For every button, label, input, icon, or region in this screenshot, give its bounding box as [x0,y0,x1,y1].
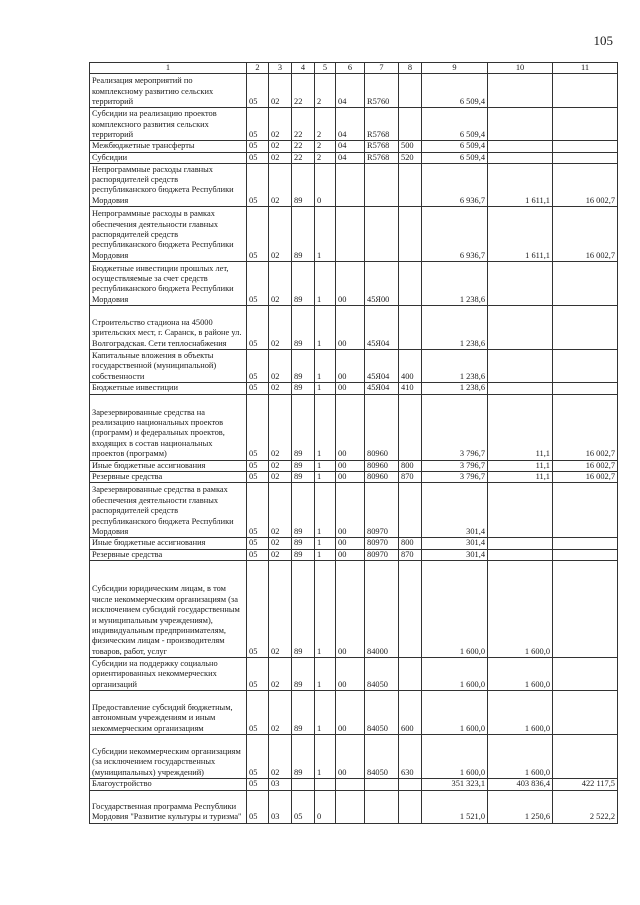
table-header-row [90,63,618,74]
cell-c11: 16 002,7 [553,164,618,207]
cell-c7: 80970 [365,538,399,549]
row-name-cell: Иные бюджетные ассигнования [90,538,247,549]
cell-c11 [553,262,618,306]
cell-c6: 04 [336,141,365,152]
cell-c4: 89 [292,483,315,538]
cell-c10: 1 611,1 [488,164,553,207]
cell-c6: 00 [336,306,365,350]
table-row [90,691,618,735]
cell-c8: 800 [399,538,422,549]
cell-c9: 6 509,4 [422,152,488,163]
cell-c2: 05 [247,141,269,152]
cell-c9: 1 600,0 [422,561,488,658]
row-name-cell: Субсидии некоммерческим организациям (за исключением государственных (муниципальных) учреждений) [90,735,247,779]
table-row [90,790,618,823]
cell-c11 [553,735,618,779]
cell-c11 [553,74,618,108]
row-name-cell: Бюджетные инвестиции [90,383,247,394]
cell-c10 [488,350,553,383]
cell-c7: 45Я04 [365,350,399,383]
cell-c11: 16 002,7 [553,394,618,460]
cell-c8: 870 [399,472,422,483]
table-row [90,779,618,790]
cell-c11: 422 117,5 [553,779,618,790]
cell-c11 [553,141,618,152]
cell-c11: 16 002,7 [553,207,618,262]
cell-c10 [488,74,553,108]
row-name-cell: Реализация мероприятий по комплексному развитию сельских территорий [90,74,247,108]
cell-c10 [488,483,553,538]
row-name-cell: Капитальные вложения в объекты государственной (муниципальной) собственности [90,350,247,383]
cell-c10 [488,141,553,152]
cell-c6: 04 [336,152,365,163]
cell-c11 [553,561,618,658]
cell-c8: 520 [399,152,422,163]
column-header-11: 11 [553,63,618,74]
cell-c10: 1 250,6 [488,790,553,823]
cell-c4: 89 [292,561,315,658]
cell-c5: 1 [315,350,336,383]
cell-c2: 05 [247,549,269,560]
cell-c3: 02 [269,691,292,735]
cell-c5: 2 [315,108,336,141]
cell-c8 [399,306,422,350]
cell-c8: 600 [399,691,422,735]
table-row [90,483,618,538]
table-row [90,164,618,207]
cell-c7: 84050 [365,735,399,779]
cell-c5: 1 [315,207,336,262]
cell-c6: 00 [336,350,365,383]
cell-c2: 05 [247,108,269,141]
cell-c3: 02 [269,460,292,471]
cell-c4: 89 [292,306,315,350]
cell-c7: R5768 [365,108,399,141]
cell-c5: 1 [315,306,336,350]
cell-c3: 02 [269,306,292,350]
cell-c9: 1 521,0 [422,790,488,823]
cell-c9: 1 238,6 [422,383,488,394]
cell-c7: 45Я04 [365,383,399,394]
cell-c3: 02 [269,549,292,560]
cell-c4: 89 [292,658,315,691]
cell-c9: 1 600,0 [422,691,488,735]
cell-c7: 80970 [365,483,399,538]
cell-c10: 1 600,0 [488,561,553,658]
cell-c8 [399,658,422,691]
cell-c3: 02 [269,383,292,394]
row-name-cell: Субсидии на поддержку социально ориентированных некоммерческих организаций [90,658,247,691]
cell-c2: 05 [247,350,269,383]
cell-c9: 6 936,7 [422,207,488,262]
cell-c2: 05 [247,207,269,262]
table-row [90,108,618,141]
cell-c3: 02 [269,262,292,306]
cell-c10: 403 836,4 [488,779,553,790]
cell-c8 [399,790,422,823]
cell-c10 [488,262,553,306]
cell-c7: 80960 [365,460,399,471]
cell-c9: 1 600,0 [422,735,488,779]
cell-c4: 22 [292,74,315,108]
cell-c3: 03 [269,790,292,823]
cell-c6: 04 [336,108,365,141]
column-header-3: 3 [269,63,292,74]
cell-c6 [336,790,365,823]
cell-c2: 05 [247,735,269,779]
cell-c5: 1 [315,460,336,471]
cell-c10 [488,538,553,549]
cell-c2: 05 [247,306,269,350]
cell-c5: 1 [315,483,336,538]
cell-c10: 11,1 [488,394,553,460]
cell-c9: 6 936,7 [422,164,488,207]
cell-c3: 02 [269,350,292,383]
cell-c4: 89 [292,691,315,735]
cell-c3: 02 [269,141,292,152]
cell-c7: R5760 [365,74,399,108]
cell-c11 [553,549,618,560]
cell-c8 [399,164,422,207]
cell-c10 [488,108,553,141]
cell-c5: 1 [315,691,336,735]
cell-c4: 89 [292,460,315,471]
cell-c8 [399,74,422,108]
cell-c4: 89 [292,207,315,262]
cell-c2: 05 [247,262,269,306]
table-row [90,549,618,560]
row-name-cell: Субсидии [90,152,247,163]
cell-c8: 870 [399,549,422,560]
cell-c7 [365,164,399,207]
cell-c11 [553,306,618,350]
cell-c10 [488,383,553,394]
cell-c2: 05 [247,383,269,394]
cell-c8 [399,262,422,306]
table-row [90,561,618,658]
cell-c3: 02 [269,561,292,658]
row-name-cell: Строительство стадиона на 45000 зрительских мест, г. Саранск, в районе ул. Волгоградская. Сети теплоснабжения [90,306,247,350]
cell-c9: 6 509,4 [422,74,488,108]
row-name-cell: Субсидии на реализацию проектов комплексного развития сельских территорий [90,108,247,141]
cell-c6: 00 [336,561,365,658]
cell-c10 [488,306,553,350]
cell-c7: 45Я04 [365,306,399,350]
cell-c8: 410 [399,383,422,394]
row-name-cell: Межбюджетные трансферты [90,141,247,152]
cell-c5: 1 [315,538,336,549]
table-row [90,658,618,691]
cell-c2: 05 [247,658,269,691]
cell-c3: 02 [269,483,292,538]
cell-c11 [553,691,618,735]
row-name-cell: Бюджетные инвестиции прошлых лет, осуществляемые за счет средств республиканского бюджета Республики Мордовия [90,262,247,306]
cell-c11 [553,350,618,383]
cell-c5: 1 [315,383,336,394]
cell-c6 [336,164,365,207]
table-row [90,74,618,108]
row-name-cell: Зарезервированные средства на реализацию национальных проектов (программ) и федеральных проектов, входящих в состав национальных проектов (программ) [90,394,247,460]
cell-c2: 05 [247,779,269,790]
cell-c2: 05 [247,790,269,823]
cell-c7: 80960 [365,394,399,460]
cell-c8: 400 [399,350,422,383]
cell-c6: 00 [336,549,365,560]
row-name-cell: Непрограммные расходы в рамках обеспечения деятельности главных распорядителей средств республиканского бюджета Республики Мордовия [90,207,247,262]
cell-c11 [553,383,618,394]
column-header-8: 8 [399,63,422,74]
cell-c5: 1 [315,262,336,306]
row-name-cell: Предоставление субсидий бюджетным, автономным учреждениям и иным некоммерческим организациям [90,691,247,735]
cell-c11 [553,658,618,691]
cell-c2: 05 [247,394,269,460]
cell-c5: 0 [315,164,336,207]
cell-c10: 1 611,1 [488,207,553,262]
page-number: 105 [593,33,613,48]
row-name-cell: Благоустройство [90,779,247,790]
column-header-10: 10 [488,63,553,74]
cell-c4: 05 [292,790,315,823]
cell-c8 [399,483,422,538]
cell-c11: 16 002,7 [553,472,618,483]
cell-c5: 1 [315,549,336,560]
cell-c8 [399,779,422,790]
table-row [90,350,618,383]
cell-c10: 1 600,0 [488,735,553,779]
cell-c4: 89 [292,735,315,779]
column-header-2: 2 [247,63,269,74]
cell-c5: 2 [315,152,336,163]
cell-c6 [336,207,365,262]
cell-c5: 1 [315,561,336,658]
cell-c2: 05 [247,561,269,658]
cell-c6: 00 [336,262,365,306]
cell-c4: 22 [292,152,315,163]
cell-c11 [553,108,618,141]
cell-c2: 05 [247,691,269,735]
cell-c4: 89 [292,394,315,460]
cell-c9: 3 796,7 [422,460,488,471]
cell-c3: 02 [269,472,292,483]
table-row [90,141,618,152]
cell-c9: 1 238,6 [422,350,488,383]
cell-c3: 02 [269,394,292,460]
cell-c6: 04 [336,74,365,108]
cell-c6: 00 [336,735,365,779]
cell-c7: R5768 [365,141,399,152]
cell-c5: 1 [315,394,336,460]
row-name-cell: Непрограммные расходы главных распорядителей средств республиканского бюджета Республики Мордовия [90,164,247,207]
cell-c7: 45Я00 [365,262,399,306]
cell-c7: 80960 [365,472,399,483]
cell-c2: 05 [247,538,269,549]
cell-c7: 84000 [365,561,399,658]
cell-c10: 1 600,0 [488,658,553,691]
cell-c9: 301,4 [422,549,488,560]
row-name-cell: Субсидии юридическим лицам, в том числе некоммерческим организациям (за исключением субсидий государственным и муниципальным учреждениям), индивидуальным предпринимателям, физическим лицам - производителям товаров, работ, услуг [90,561,247,658]
cell-c9: 6 509,4 [422,108,488,141]
cell-c9: 351 323,1 [422,779,488,790]
cell-c4: 22 [292,108,315,141]
cell-c2: 05 [247,472,269,483]
cell-c4 [292,779,315,790]
table-row [90,152,618,163]
cell-c7 [365,207,399,262]
cell-c9: 3 796,7 [422,394,488,460]
cell-c8 [399,561,422,658]
cell-c3: 02 [269,538,292,549]
row-name-cell: Резервные средства [90,472,247,483]
cell-c5: 1 [315,472,336,483]
cell-c6: 00 [336,472,365,483]
cell-c5: 1 [315,658,336,691]
column-header-1: 1 [90,63,247,74]
cell-c5 [315,779,336,790]
column-header-6: 6 [336,63,365,74]
column-header-4: 4 [292,63,315,74]
table-row [90,460,618,471]
cell-c2: 05 [247,164,269,207]
cell-c10: 11,1 [488,472,553,483]
cell-c3: 02 [269,207,292,262]
cell-c7 [365,790,399,823]
cell-c11: 2 522,2 [553,790,618,823]
budget-table [89,62,618,824]
cell-c3: 02 [269,74,292,108]
cell-c7: R5768 [365,152,399,163]
cell-c2: 05 [247,483,269,538]
column-header-7: 7 [365,63,399,74]
cell-c6: 00 [336,383,365,394]
cell-c8: 800 [399,460,422,471]
column-header-5: 5 [315,63,336,74]
cell-c4: 89 [292,383,315,394]
cell-c11: 16 002,7 [553,460,618,471]
cell-c5: 1 [315,735,336,779]
cell-c9: 1 238,6 [422,306,488,350]
cell-c10: 11,1 [488,460,553,471]
cell-c5: 2 [315,74,336,108]
cell-c6: 00 [336,538,365,549]
cell-c2: 05 [247,460,269,471]
cell-c7: 84050 [365,691,399,735]
cell-c3: 02 [269,735,292,779]
cell-c4: 89 [292,350,315,383]
cell-c3: 03 [269,779,292,790]
table-row [90,207,618,262]
cell-c10 [488,549,553,560]
cell-c8: 630 [399,735,422,779]
cell-c4: 22 [292,141,315,152]
cell-c4: 89 [292,549,315,560]
row-name-cell: Иные бюджетные ассигнования [90,460,247,471]
cell-c7: 84050 [365,658,399,691]
cell-c9: 301,4 [422,538,488,549]
cell-c5: 2 [315,141,336,152]
cell-c7: 80970 [365,549,399,560]
cell-c8: 500 [399,141,422,152]
cell-c11 [553,152,618,163]
cell-c9: 1 600,0 [422,658,488,691]
table-row [90,262,618,306]
table-row [90,306,618,350]
table-row [90,538,618,549]
cell-c11 [553,538,618,549]
table-row [90,383,618,394]
table-row [90,472,618,483]
cell-c9: 3 796,7 [422,472,488,483]
cell-c6: 00 [336,483,365,538]
row-name-cell: Зарезервированные средства в рамках обеспечения деятельности главных распорядителей средств республиканского бюджета Республики Мордовия [90,483,247,538]
cell-c6 [336,779,365,790]
cell-c10: 1 600,0 [488,691,553,735]
column-header-9: 9 [422,63,488,74]
cell-c8 [399,207,422,262]
cell-c5: 0 [315,790,336,823]
cell-c3: 02 [269,152,292,163]
cell-c3: 02 [269,108,292,141]
cell-c6: 00 [336,460,365,471]
cell-c9: 301,4 [422,483,488,538]
cell-c4: 89 [292,538,315,549]
cell-c11 [553,483,618,538]
cell-c7 [365,779,399,790]
cell-c3: 02 [269,164,292,207]
cell-c8 [399,108,422,141]
cell-c4: 89 [292,262,315,306]
cell-c2: 05 [247,152,269,163]
cell-c6: 00 [336,658,365,691]
cell-c6: 00 [336,691,365,735]
cell-c6: 00 [336,394,365,460]
row-name-cell: Резервные средства [90,549,247,560]
cell-c4: 89 [292,164,315,207]
cell-c2: 05 [247,74,269,108]
cell-c9: 6 509,4 [422,141,488,152]
row-name-cell: Государственная программа Республики Мордовия "Развитие культуры и туризма" [90,790,247,823]
cell-c3: 02 [269,658,292,691]
cell-c8 [399,394,422,460]
table-body [90,74,618,823]
cell-c4: 89 [292,472,315,483]
cell-c9: 1 238,6 [422,262,488,306]
cell-c10 [488,152,553,163]
table-row [90,735,618,779]
table-row [90,394,618,460]
